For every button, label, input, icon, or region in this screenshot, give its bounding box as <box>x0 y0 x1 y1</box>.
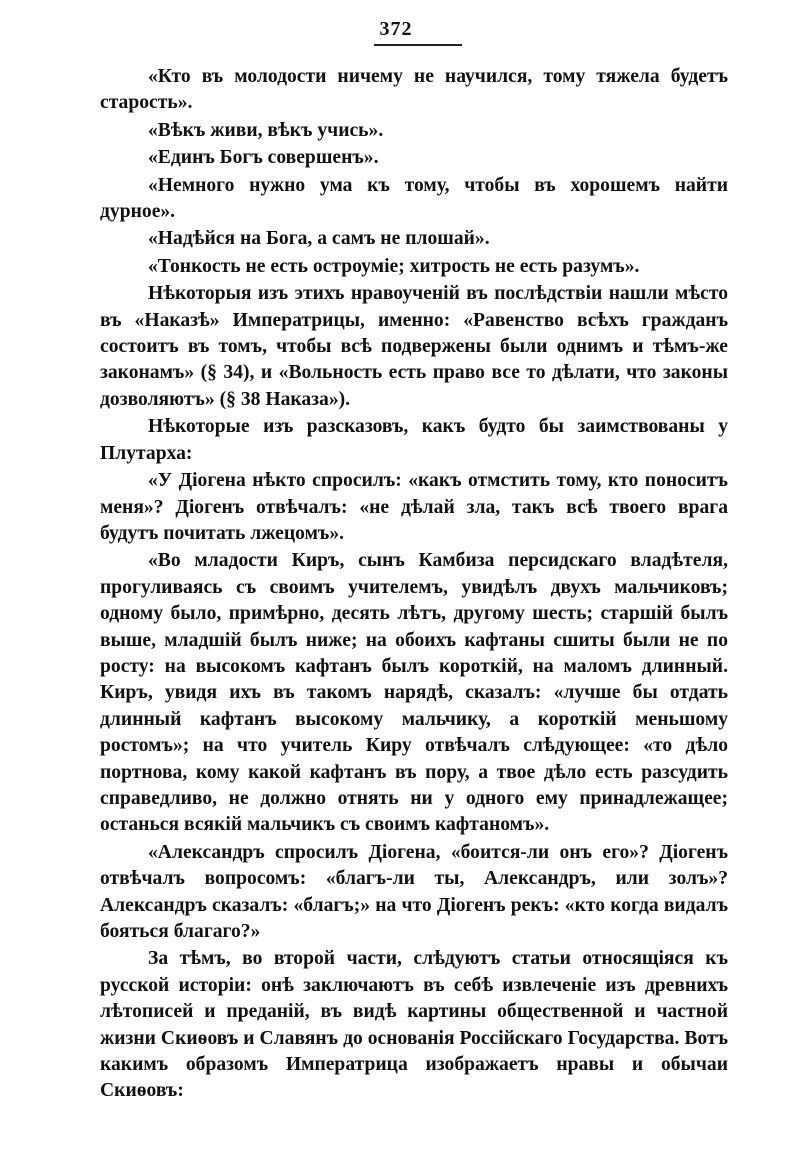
body-text <box>100 64 728 1106</box>
paragraph: «Александръ спросилъ Діогена, «боится-ли онъ его»? Діогенъ отвѣчалъ вопросомъ: «благъ-ли ты, Александръ, или золъ»? Александръ сказалъ: «благъ;» на что Діогенъ рекъ: «кто когда видалъ бояться благаго?» <box>100 841 728 942</box>
paragraph: «У Діогена нѣкто спросилъ: «какъ отмстить тому, кто поноситъ меня»? Діогенъ отвѣчалъ: «не дѣлай зла, такъ всѣ твоего врага будутъ почитать лжецомъ». <box>100 470 728 544</box>
paragraph: «Вѣкъ живи, вѣкъ учись». <box>148 119 384 141</box>
paragraph: «Единъ Богъ совершенъ». <box>148 147 379 169</box>
paragraph: За тѣмъ, во второй части, слѣдуютъ статьи относящіяся къ русской исторіи: онѣ заключаютъ въ себѣ извлеченіе изъ древнихъ лѣтописей и преданій, въ видѣ картины общественной и частной жизни Скиѳовъ и Славянъ до основанія Россійскаго Государства. Вотъ какимъ образомъ Императрица изображаетъ нравы и обычаи Скиѳовъ: <box>100 948 728 1102</box>
page-number: 372 <box>379 18 413 40</box>
header-rule <box>374 44 462 46</box>
paragraph: «Надѣйся на Бога, а самъ не плошай». <box>148 228 490 250</box>
paragraph: Нѣкоторые изъ разсказовъ, какъ будто бы заимствованы у Плутарха: <box>100 416 728 464</box>
paragraph: «Немного нужно ума къ тому, чтобы въ хорошемъ найти дурное». <box>100 174 728 223</box>
paragraph: «Кто въ молодости ничему не научился, тому тяжела будетъ старость». <box>100 66 728 114</box>
paragraph: «Тонкость не есть остроуміе; хитрость не есть разумъ». <box>148 255 640 277</box>
paragraph: «Во младости Киръ, сынъ Камбиза персидскаго владѣтеля, прогуливаясь съ своимъ учителемъ, увидѣлъ двухъ мальчиковъ; одному было, примѣрно, десять лѣтъ, другому шесть; старшій былъ выше, младшій былъ ниже; на обоихъ кафтаны сшиты были не по росту: на высокомъ кафтанъ былъ короткій, на маломъ длинный. Киръ, увидя ихъ въ такомъ нарядѣ, сказалъ: «лучше бы отдать длинный кафтанъ высокому мальчику, а короткій меньшому ростомъ»; на что учитель Киру отвѣчалъ слѣдующее: «то дѣло портнова, кому какой кафтанъ въ пору, а твое дѣло есть разсудить справедливо, не должно отнять ни у одного ему принадлежащее; останься всякій мальчикъ съ своимъ кафтаномъ». <box>100 550 728 836</box>
paragraph: Нѣкоторыя изъ этихъ нравоученій въ послѣдствіи нашли мѣсто въ «Наказѣ» Императрицы, именно: «Равенство всѣхъ гражданъ состоитъ въ томъ, чтобы всѣ подвержены были однимъ и тѣмъ-же законамъ» (§ 34), и «Вольность есть право все то дѣлати, что законы дозволяютъ» (§ 38 Наказа»). <box>100 283 728 410</box>
